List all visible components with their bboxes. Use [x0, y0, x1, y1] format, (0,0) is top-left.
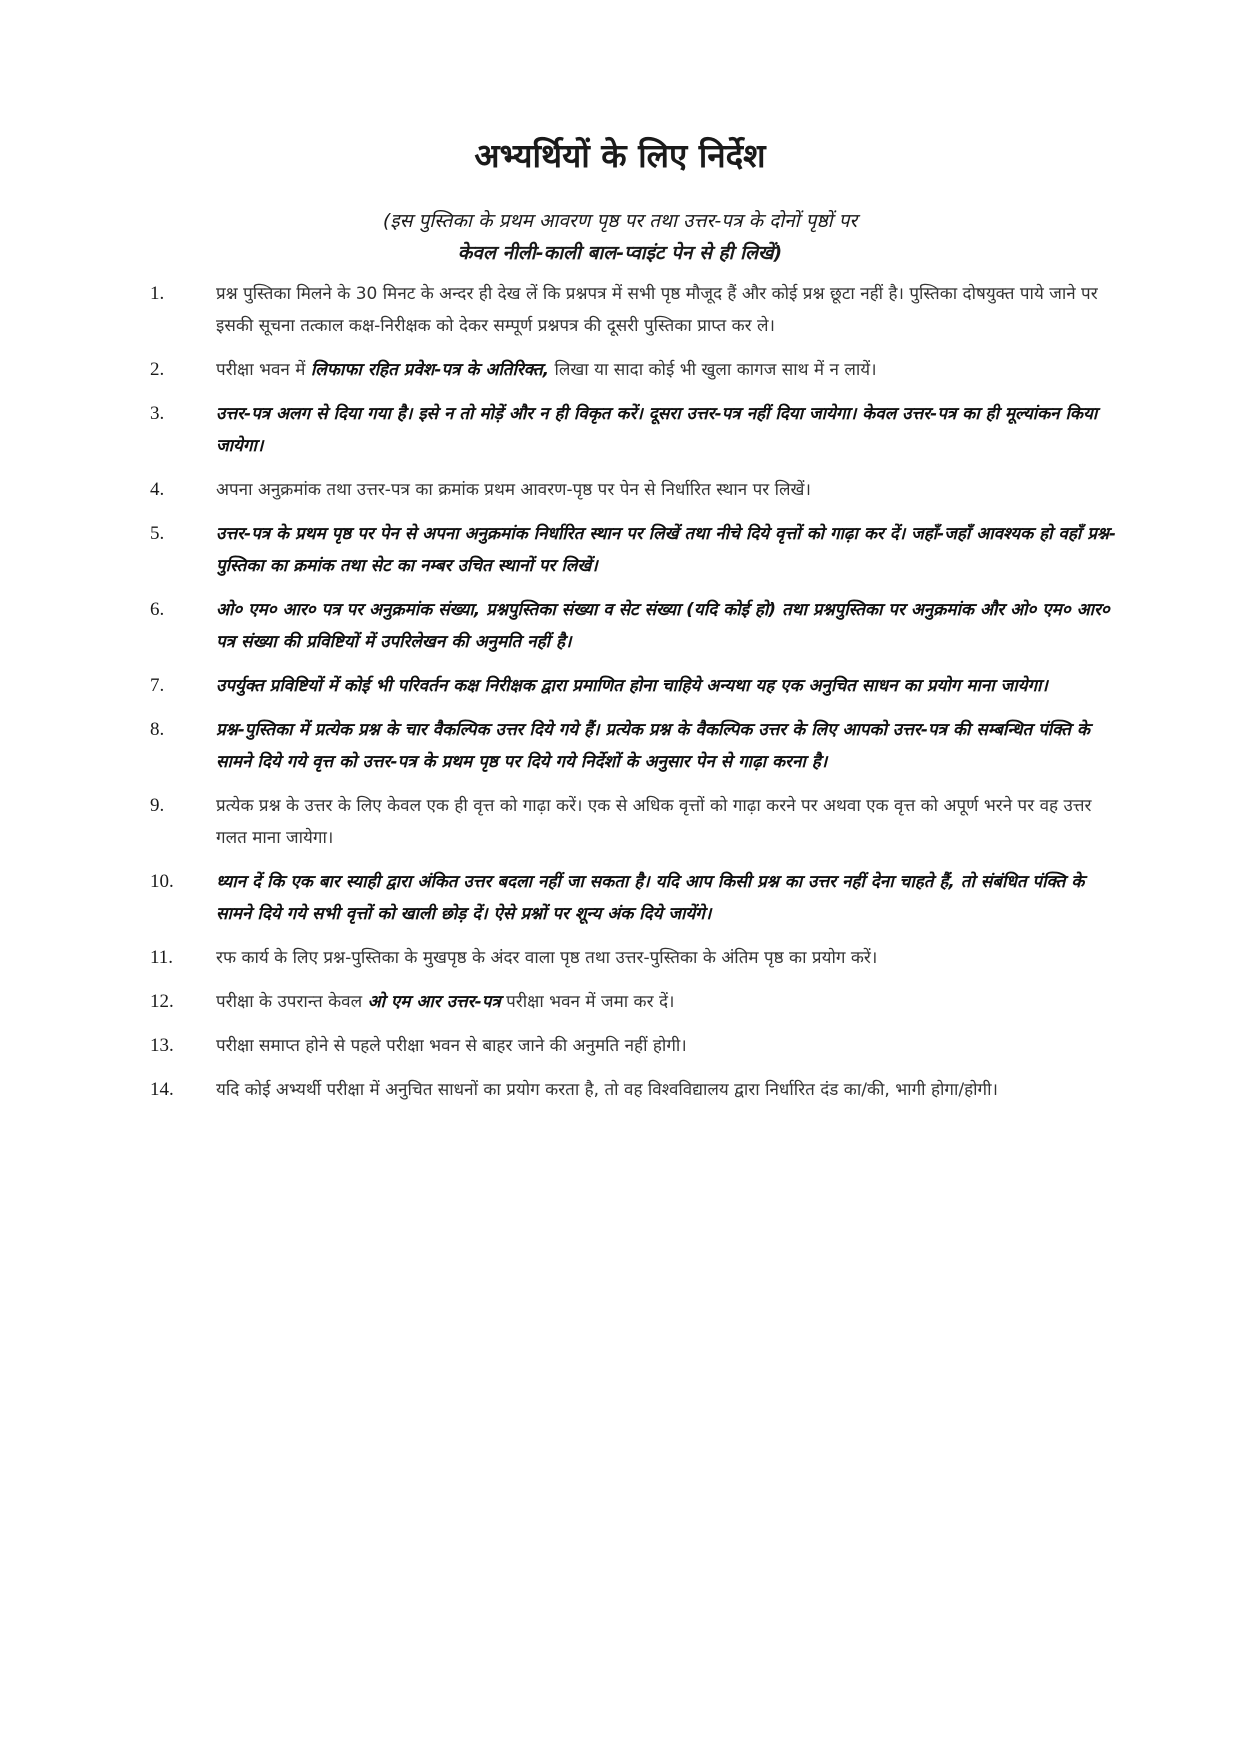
- instruction-item-3: [150, 398, 1120, 462]
- item-text: परीक्षा समाप्त होने से पहले परीक्षा भवन से बाहर जाने की अनुमति नहीं होगी।: [216, 1036, 687, 1056]
- instruction-item-12: [150, 986, 1120, 1018]
- item-number: 2.: [150, 359, 165, 380]
- instruction-item-11: [150, 942, 1120, 974]
- item-text: ध्यान दें कि एक बार स्याही द्वारा अंकित उत्तर बदला नहीं जा सकता है। यदि आप किसी प्रश्न का उत्तर नहीं देना चाहते हैं, तो संबंधित पंक्ति के सामने दिये गये सभी वृत्तों को खाली छोड़ दें। ऐसे प्रश्नों पर शून्य अंक दिये जायेंगे।: [216, 872, 1085, 924]
- item-number: 7.: [150, 675, 165, 696]
- subtitle-line-2: केवल नीली-काली बाल-प्वाइंट पेन से ही लिखें): [457, 242, 783, 264]
- item-number: 10.: [150, 871, 174, 892]
- subtitle-line-1: (इस पुस्तिका के प्रथम आवरण पृष्ठ पर तथा उत्तर-पत्र के दोनों पृष्ठों पर: [382, 210, 858, 232]
- page-subtitle: [0, 205, 1240, 269]
- item-number: 6.: [150, 599, 165, 620]
- item-text: प्रश्न पुस्तिका मिलने के 30 मिनट के अन्दर ही देख लें कि प्रश्नपत्र में सभी पृष्ठ मौजूद हैं और कोई प्रश्न छूटा नहीं है। पुस्तिका दोषयुक्त पाये जाने पर इसकी सूचना तत्काल कक्ष-निरीक्षक को देकर सम्पूर्ण प्रश्नपत्र की दूसरी पुस्तिका प्राप्त कर ले।: [216, 284, 1098, 336]
- instruction-item-13: [150, 1030, 1120, 1062]
- item-number: 4.: [150, 479, 165, 500]
- item-text: यदि कोई अभ्यर्थी परीक्षा में अनुचित साधनों का प्रयोग करता है, तो वह विश्वविद्यालय द्वारा निर्धारित दंड का/की, भागी होगा/होगी।: [216, 1080, 998, 1100]
- item-text-part: परीक्षा के उपरान्त केवल: [216, 992, 368, 1012]
- instruction-item-6: [150, 594, 1120, 658]
- item-number: 12.: [150, 991, 174, 1012]
- item-number: 8.: [150, 719, 165, 740]
- item-text-emphasis: ओ एम आर उत्तर-पत्र: [367, 992, 501, 1012]
- item-number: 11.: [150, 947, 174, 968]
- item-number: 1.: [150, 283, 165, 304]
- instruction-list: [150, 278, 1120, 1118]
- item-number: 13.: [150, 1035, 174, 1056]
- item-text: [216, 354, 1120, 386]
- item-text: अपना अनुक्रमांक तथा उत्तर-पत्र का क्रमांक प्रथम आवरण-पृष्ठ पर पेन से निर्धारित स्थान पर लिखें।: [216, 480, 811, 500]
- instruction-item-2: [150, 354, 1120, 386]
- item-text: उपर्युक्त प्रविष्टियों में कोई भी परिवर्तन कक्ष निरीक्षक द्वारा प्रमाणित होना चाहिये अन्यथा यह एक अनुचित साधन का प्रयोग माना जायेगा।: [216, 676, 1048, 696]
- item-text: उत्तर-पत्र के प्रथम पृष्ठ पर पेन से अपना अनुक्रमांक निर्धारित स्थान पर लिखें तथा नीचे दिये वृत्तों को गाढ़ा कर दें। जहाँ-जहाँ आवश्यक हो वहाँ प्रश्न-पुस्तिका का क्रमांक तथा सेट का नम्बर उचित स्थानों पर लिखें।: [216, 524, 1116, 576]
- item-text: प्रत्येक प्रश्न के उत्तर के लिए केवल एक ही वृत्त को गाढ़ा करें। एक से अधिक वृत्तों को गाढ़ा करने पर अथवा एक वृत्त को अपूर्ण भरने पर वह उत्तर गलत माना जायेगा।: [216, 796, 1092, 848]
- instruction-item-14: [150, 1074, 1120, 1106]
- item-text: ओ० एम० आर० पत्र पर अनुक्रमांक संख्या, प्रश्नपुस्तिका संख्या व सेट संख्या (यदि कोई हो) तथा प्रश्नपुस्तिका पर अनुक्रमांक और ओ० एम० आर० पत्र संख्या की प्रविष्टियों में उपरिलेखन की अनुमति नहीं है।: [216, 600, 1110, 652]
- item-text: [216, 986, 1120, 1018]
- item-text-part: परीक्षा भवन में जमा कर दें।: [500, 992, 675, 1012]
- instruction-item-7: [150, 670, 1120, 702]
- item-number: 14.: [150, 1079, 174, 1100]
- item-text: उत्तर-पत्र अलग से दिया गया है। इसे न तो मोड़ें और न ही विकृत करें। दूसरा उत्तर-पत्र नहीं दिया जायेगा। केवल उत्तर-पत्र का ही मूल्यांकन किया जायेगा।: [216, 404, 1098, 456]
- instruction-item-8: [150, 714, 1120, 778]
- item-number: 9.: [150, 795, 165, 816]
- instruction-item-9: [150, 790, 1120, 854]
- instruction-item-1: [150, 278, 1120, 342]
- item-number: 3.: [150, 403, 165, 424]
- page-title: अभ्यर्थियों के लिए निर्देश: [474, 136, 766, 175]
- item-number: 5.: [150, 523, 165, 544]
- instruction-item-5: [150, 518, 1120, 582]
- item-text-part: परीक्षा भवन में: [216, 360, 311, 380]
- instruction-item-10: [150, 866, 1120, 930]
- instruction-item-4: [150, 474, 1120, 506]
- item-text-emphasis: लिफाफा रहित प्रवेश-पत्र के अतिरिक्त,: [310, 360, 550, 380]
- item-text-part: लिखा या सादा कोई भी खुला कागज साथ में न लायें।: [549, 360, 877, 380]
- item-text: रफ कार्य के लिए प्रश्न-पुस्तिका के मुखपृष्ठ के अंदर वाला पृष्ठ तथा उत्तर-पुस्तिका के अंतिम पृष्ठ का प्रयोग करें।: [216, 948, 878, 968]
- item-text: प्रश्न-पुस्तिका में प्रत्येक प्रश्न के चार वैकल्पिक उत्तर दिये गये हैं। प्रत्येक प्रश्न के वैकल्पिक उत्तर के लिए आपको उत्तर-पत्र की सम्बन्धित पंक्ति के सामने दिये गये वृत्त को उत्तर-पत्र के प्रथम पृष्ठ पर दिये गये निर्देशों के अनुसार पेन से गाढ़ा करना है।: [216, 720, 1090, 772]
